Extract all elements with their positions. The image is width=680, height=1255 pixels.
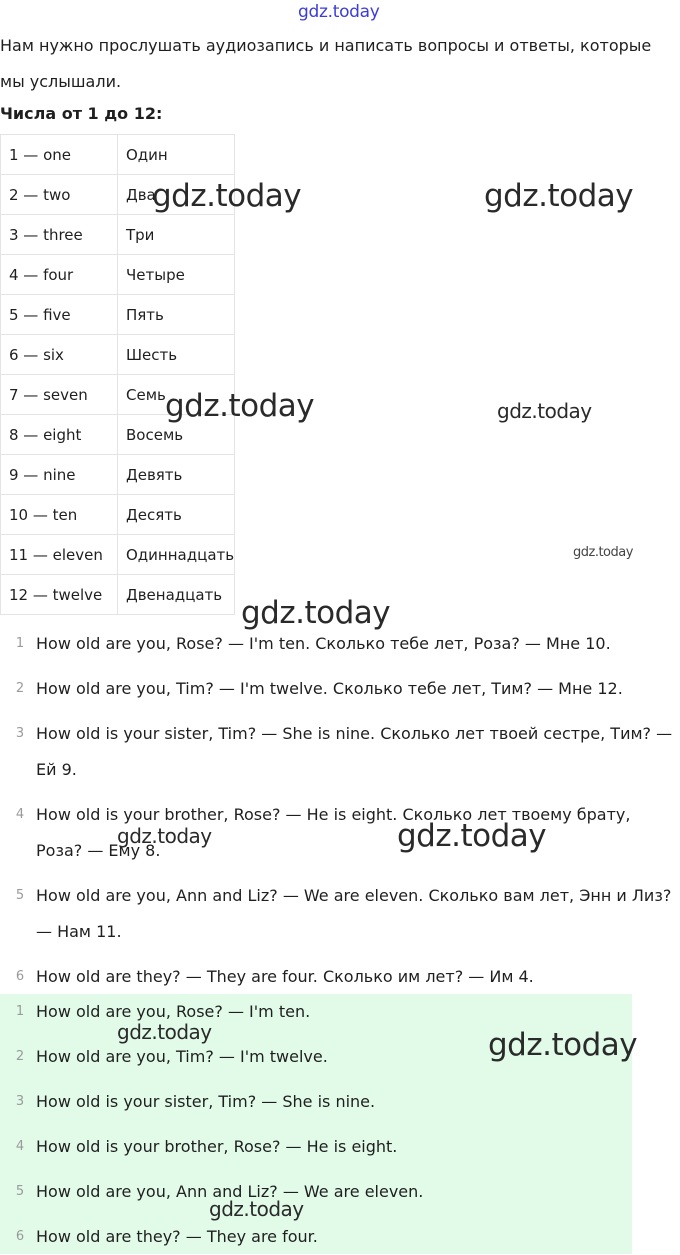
item-text: How old are they? — They are four. bbox=[36, 1227, 318, 1246]
number-russian-cell: Пять bbox=[118, 295, 235, 335]
watermark: gdz.today bbox=[397, 818, 547, 854]
watermark: gdz.today bbox=[209, 1197, 304, 1221]
item-number: 5 bbox=[15, 888, 25, 903]
item-number: 2 bbox=[15, 1049, 25, 1064]
table-row bbox=[1, 495, 235, 535]
number-russian-cell: Одиннадцать bbox=[118, 535, 235, 575]
item-text: How old is your sister, Tim? — She is nine. bbox=[36, 1092, 376, 1111]
table-row bbox=[1, 135, 235, 175]
item-number: 4 bbox=[15, 807, 25, 822]
item-number: 6 bbox=[15, 1229, 25, 1244]
item-number: 1 bbox=[15, 1004, 25, 1019]
table-row bbox=[1, 335, 235, 375]
table-row bbox=[1, 575, 235, 615]
number-russian-cell: Шесть bbox=[118, 335, 235, 375]
number-russian-cell: Два bbox=[118, 175, 235, 215]
item-number: 3 bbox=[15, 726, 25, 741]
number-english-cell: 5 — five bbox=[1, 295, 118, 335]
watermark: gdz.today bbox=[497, 399, 592, 423]
numbers-heading: Числа от 1 до 12: bbox=[0, 104, 163, 123]
number-russian-cell: Десять bbox=[118, 495, 235, 535]
site-logo[interactable]: gdz.today bbox=[298, 2, 380, 22]
item-text: How old is your sister, Tim? — She is nine. Сколько лет твоей сестре, Тим? — Ей 9. bbox=[36, 724, 673, 779]
number-english-cell: 4 — four bbox=[1, 255, 118, 295]
watermark: gdz.today bbox=[117, 824, 212, 848]
number-russian-cell: Семь bbox=[118, 375, 235, 415]
item-number: 6 bbox=[15, 969, 25, 984]
number-english-cell: 10 — ten bbox=[1, 495, 118, 535]
number-english-cell: 12 — twelve bbox=[1, 575, 118, 615]
item-text: How old are you, Rose? — I'm ten. bbox=[36, 1002, 311, 1021]
watermark: gdz.today bbox=[484, 178, 634, 214]
item-text: How old are you, Tim? — I'm twelve. bbox=[36, 1047, 328, 1066]
item-text: How old are they? — They are four. Сколько им лет? — Им 4. bbox=[36, 967, 534, 986]
item-text: How old are you, Tim? — I'm twelve. Сколько тебе лет, Тим? — Мне 12. bbox=[36, 679, 623, 698]
item-text: How old is your brother, Rose? — He is eight. Сколько лет твоему брату, Роза? — Ему 8. bbox=[36, 805, 631, 860]
watermark: gdz.today bbox=[488, 1027, 638, 1063]
number-english-cell: 1 — one bbox=[1, 135, 118, 175]
item-number: 5 bbox=[15, 1184, 25, 1199]
item-text: How old are you, Rose? — I'm ten. Сколько тебе лет, Роза? — Мне 10. bbox=[36, 634, 611, 653]
watermark: gdz.today bbox=[241, 595, 391, 631]
table-row bbox=[1, 535, 235, 575]
number-english-cell: 7 — seven bbox=[1, 375, 118, 415]
number-english-cell: 11 — eleven bbox=[1, 535, 118, 575]
item-number: 1 bbox=[15, 636, 25, 651]
number-russian-cell: Двенадцать bbox=[118, 575, 235, 615]
item-text: How old is your brother, Rose? — He is eight. bbox=[36, 1137, 398, 1156]
table-row bbox=[1, 295, 235, 335]
number-english-cell: 9 — nine bbox=[1, 455, 118, 495]
number-english-cell: 8 — eight bbox=[1, 415, 118, 455]
item-number: 4 bbox=[15, 1139, 25, 1154]
watermark: gdz.today bbox=[573, 545, 633, 560]
number-russian-cell: Четыре bbox=[118, 255, 235, 295]
intro-text: Нам нужно прослушать аудиозапись и написать вопросы и ответы, которые мы услышали. bbox=[0, 36, 652, 91]
number-english-cell: 2 — two bbox=[1, 175, 118, 215]
number-russian-cell: Восемь bbox=[118, 415, 235, 455]
number-russian-cell: Три bbox=[118, 215, 235, 255]
table-row bbox=[1, 455, 235, 495]
item-number: 3 bbox=[15, 1094, 25, 1109]
number-english-cell: 3 — three bbox=[1, 215, 118, 255]
item-text: How old are you, Ann and Liz? — We are eleven. Сколько вам лет, Энн и Лиз? — Нам 11. bbox=[36, 886, 672, 941]
watermark: gdz.today bbox=[152, 178, 302, 214]
number-english-cell: 6 — six bbox=[1, 335, 118, 375]
table-row bbox=[1, 215, 235, 255]
watermark: gdz.today bbox=[117, 1020, 212, 1044]
item-number: 2 bbox=[15, 681, 25, 696]
number-russian-cell: Один bbox=[118, 135, 235, 175]
item-text: How old are you, Ann and Liz? — We are eleven. bbox=[36, 1182, 424, 1201]
table-row bbox=[1, 255, 235, 295]
number-russian-cell: Девять bbox=[118, 455, 235, 495]
watermark: gdz.today bbox=[165, 388, 315, 424]
